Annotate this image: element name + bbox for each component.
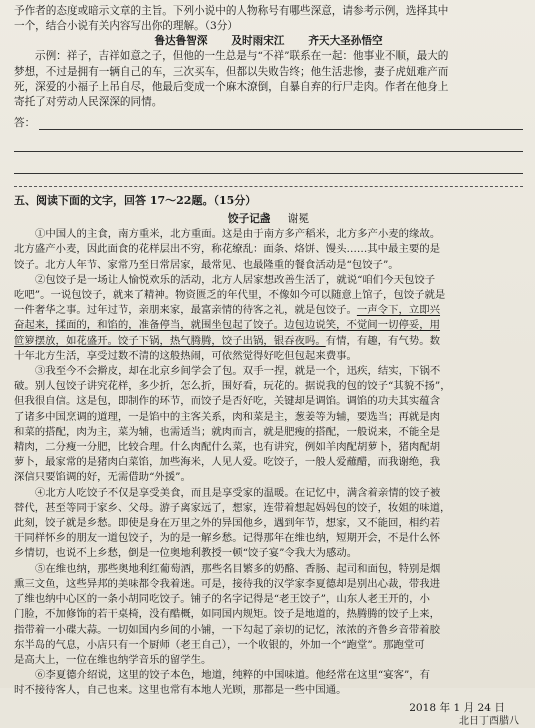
p2-tail-1: 有情，有趣，有气势。数 — [325, 334, 441, 347]
p5-line-6: 东半岛的气息，小店只有一个厨师（老王自己），一个收银的，外加一个“跑堂”。那跑堂可 — [14, 638, 425, 651]
p3-line-6: 精肉，二分瘦一分肥，比较合理。什么肉配什么菜，也有讲究，例如羊肉配胡萝卜，猪肉配胡 — [14, 441, 441, 454]
article-place: 北日丁酉腊八 — [459, 715, 519, 727]
p4-line-3: 此刻，饺子就是乡愁。即使是身在万里之外的异国他乡，遇到年节，想家，又不能回，相约若 — [14, 517, 441, 530]
p3-line-7: 萝卜，最家常的是猪肉白菜馅，加些海米，人见人爱。吃饺子，一般人爱蘸醋，而我谢绝，我 — [14, 456, 441, 469]
p2-line-2: 吃吧”。一说包饺子，就来了精神。物资匮乏的年代里，不像如今可以随意上馆子，包饺子就是 — [14, 289, 446, 302]
p2-line-3 — [14, 303, 523, 318]
p2-underlined-1: 一声令下，立即兴 — [356, 304, 441, 317]
p2-underlined-3: 笸箩摆放，如花盛开。饺子下锅，热气腾腾，饺子出锅，银吞夜吗。 — [14, 334, 326, 347]
p4-line-4: 干同样怀乡的朋友一道包饺子，为的是一解乡愁。记得那年在维也纳，短期开会，不是什么怀 — [14, 532, 441, 545]
article-title-row — [14, 211, 523, 227]
answer-line-1[interactable] — [39, 117, 523, 130]
answer-row — [14, 113, 523, 130]
example-line-2: 梦想，不过是拥有一辆自己的车，三次买车，但都以失败告终；他生活悲惨，妻子虎妞难产而 — [14, 65, 449, 78]
p3-line-5: 和菜的搭配，肉为主，菜为辅，也需适当；就肉而言，就是肥瘦的搭配，一般说来，不能全是 — [14, 425, 441, 438]
article-date: 2018 年 1 月 24 日 — [409, 701, 505, 714]
p6-line-1: ⑥李夏德介绍说，这里的饺子本色，地道，纯粹的中国味道。他经常在这里“宴客”，有 — [35, 669, 431, 682]
p1-line-1: ①中国人的主食，南方重米，北方重面。这是由于南方多产稻米，北方多产小麦的缘故。 — [35, 228, 441, 241]
nickname-list — [14, 34, 523, 49]
p5-line-5: 指带着一小碟大蒜。一切如国内乡间的小铺，一下勾起了亲切的记忆，浓浓的齐鲁乡音带着胶 — [14, 623, 441, 636]
nickname-1: 鲁达鲁智深 — [154, 35, 208, 48]
p1-line-3: 饺子。北方人年节、家常乃至日常居家，最常见、也最隆重的餐食活动是“包饺子”。 — [14, 258, 399, 271]
p2-line-3-text: 一件奢华之事。过年过节，亲朋来家，最富亲情的待客之礼，就是包饺子。 — [14, 304, 357, 317]
p5-line-4: 门脸，不加修饰的若干桌椅，没有酷概，如同国内规矩。饺子是地道的，热腾腾的饺子上来， — [14, 608, 441, 621]
paragraph-2 — [14, 273, 523, 364]
p4-line-5: 乡情切，也说不上乡愁，倒是一位奥地利教授一顿“饺子宴”令我大为感动。 — [14, 547, 358, 560]
paragraph-1 — [14, 227, 523, 273]
p4-line-2: 替代，甚至等同于家乡、父母。游子离家远了，想家，连带着想起妈妈包的饺子，妆姐的味道， — [14, 501, 451, 514]
p1-line-2: 北方盛产小麦，因此面食的花样层出不穷，称花缭乱：面条、烙饼、馒头……其中最主要的是 — [14, 243, 441, 256]
section-5 — [14, 193, 523, 727]
paragraph-5 — [14, 562, 523, 668]
article-title: 饺子记盏 — [228, 213, 271, 226]
section-divider — [14, 186, 523, 187]
p2-line-5 — [14, 334, 523, 349]
example-line-4: 寄托了对劳动人民深深的同情。 — [14, 96, 163, 109]
p2-underlined-2: 奋起来，揉面的，和馅的，准备停当，就围坐包起了饺子。边包边说笑，不觉间一切停妥，用 — [14, 319, 441, 332]
answer-line-2[interactable] — [14, 130, 523, 152]
p2-line-1: ②包饺子是一场让人愉悦欢乐的活动，北方人居家想改善生活了，就说“咱们今天包饺子 — [35, 273, 436, 286]
article-author: 谢冕 — [287, 213, 309, 226]
example-block — [14, 49, 523, 110]
p5-line-3: 了维也纳中心区的一条小胡同吃饺子。铺子的名字记得是“老王饺子”，山东人老王开的，小 — [14, 593, 430, 606]
p3-line-3: 但我很自信。这是包，即制作的环节，而饺子是否好吃，关键却是调馅。调馅的功夫其实蕴含 — [14, 395, 441, 408]
p5-line-2: 熏三文鱼，这些异邦的美味都令我着迷。可是，接待我的汉学家李夏德却是别出心裁，带我进 — [14, 577, 441, 590]
paragraph-6 — [14, 668, 523, 698]
example-line-1: 示例：祥子，吉祥如意之子，但他的一生总是与“不祥”联系在一起：他事业不顺，最大的 — [35, 50, 449, 63]
answer-label: 答： — [14, 117, 36, 130]
answer-line-3[interactable] — [14, 152, 523, 174]
question-16-line-2: 一个，结合小说有关内容写出你的理解。（3分） — [14, 20, 238, 33]
p2-tail-2: 十年北方生活，享受过数不清的这般热闹，可依然觉得好吃但包起来费事。 — [14, 349, 357, 362]
p4-line-1: ④北方人吃饺子不仅是享受美食，而且是享受家的温暖。在记忆中，满含着亲情的饺子被 — [35, 486, 441, 499]
nickname-3: 齐天大圣孙悟空 — [308, 35, 383, 48]
nickname-2: 及时雨宋江 — [231, 35, 285, 48]
p3-line-8: 深信只要馅调的好，无需借助“外援”。 — [14, 471, 191, 484]
question-16-line-1: 予作者的态度或暗示文章的主旨。下列小说中的人物称号有哪些深意，请参考示例，选择其中 — [14, 5, 449, 17]
p5-line-7: 是高大上，一位在维也纳学音乐的留学生。 — [14, 653, 212, 666]
question-16 — [14, 4, 523, 174]
paragraph-4 — [14, 486, 523, 562]
p6-line-2: 时不接待客人，自己也来。这里也常有本地人光顾，那都是一些中国通。 — [14, 684, 347, 697]
p5-line-1: ⑤在维也纳，那些奥地利红葡萄酒，那些名目繁多的奶酪、香肠、起司和面包，特别是烟 — [35, 562, 441, 575]
paragraph-3 — [14, 364, 523, 486]
p3-line-2: 破。别人包饺子讲究花样，多少折，怎么折，围好看，玩花的。据说我的包的饺子“其貌不扬”， — [14, 380, 451, 393]
example-line-3: 死，深爱的小福子上吊自尽，他最后变成一个麻木潦倒，自暴自弃的行尸走肉。作者在他身上 — [14, 80, 449, 93]
p3-line-4: 了诸多中国烹调的道理，一是馅中的主客关系，肉和菜是主，葱姜等为辅，要选当；再就是肉 — [14, 410, 441, 423]
p3-line-1: ③我至今不会擀皮，却在北京乡间学会了包。双手一捏，就是一个，迅疾，结实，下锅不 — [35, 365, 441, 378]
section-heading: 五、阅读下面的文字，回答 17～22题。（15分） — [14, 194, 257, 208]
